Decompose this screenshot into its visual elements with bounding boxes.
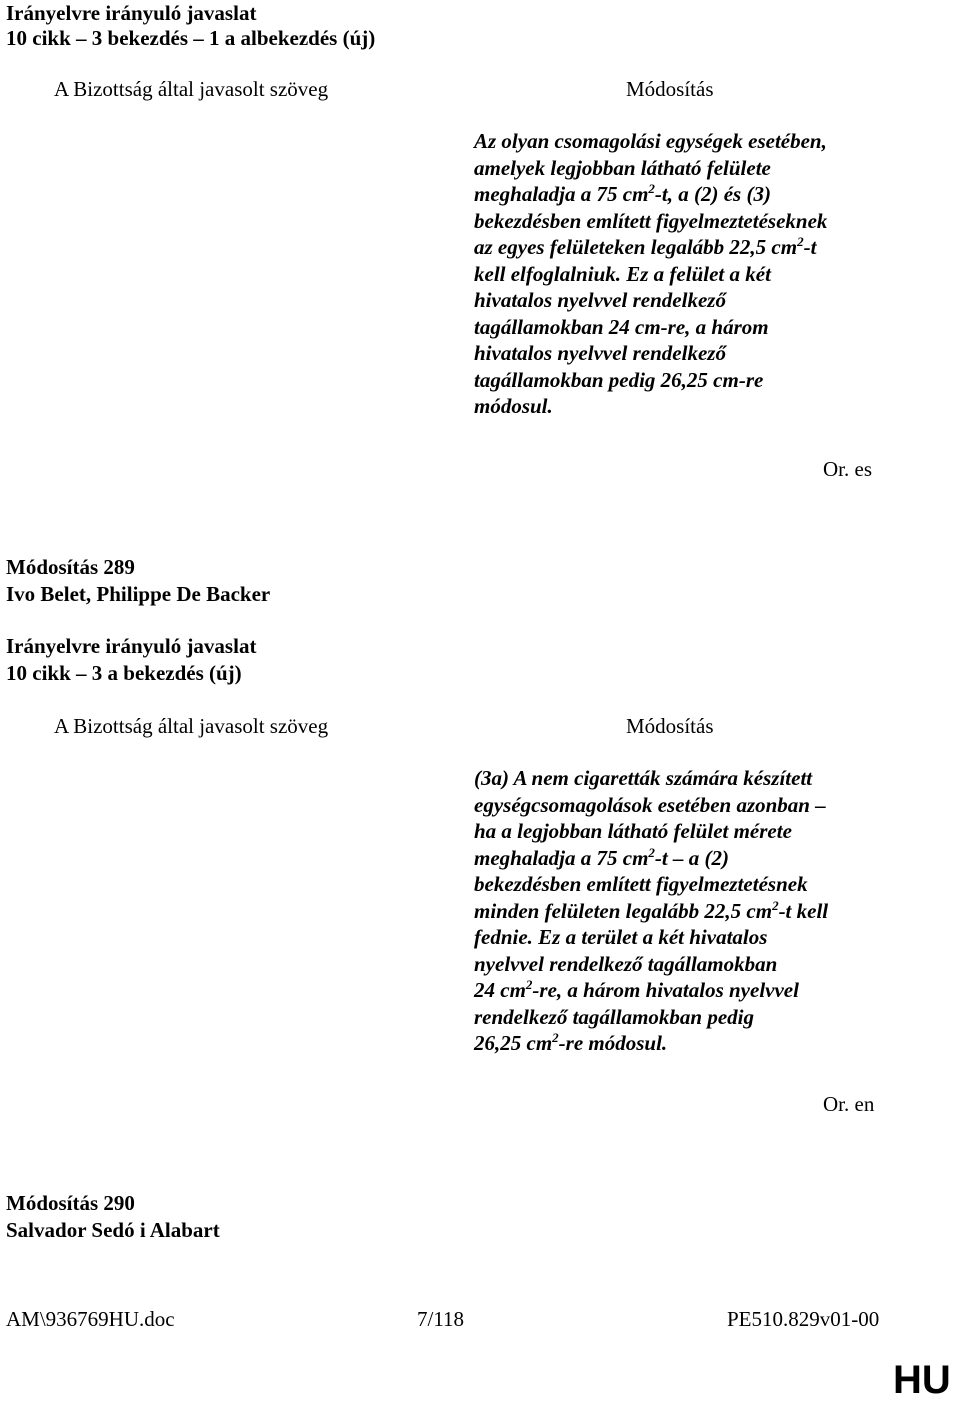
amendment-text-line: 24 $cm^2-re$, a három hivatalos nyelvvel: [474, 977, 799, 1002]
footer-language-code: HU: [893, 1358, 951, 1402]
article-heading-line2: 10 cikk – 3 a bekezdés (új): [6, 661, 242, 685]
amendment-authors: Ivo Belet, Philippe De Backer: [6, 582, 271, 606]
amendment-text-line: az egyes felületeken legalább 22,5 $cm^2-t$: [474, 234, 817, 259]
footer-pe-ref: PE510.829v01-00: [727, 1307, 880, 1331]
amendment-title: Módosítás 290: [6, 1191, 135, 1215]
article-heading-line1: Irányelvre irányuló javaslat: [6, 634, 257, 658]
column-header-amendment: Módosítás: [626, 77, 714, 101]
amendment-text-line: kell elfoglalniuk. Ez a felület a két: [474, 261, 771, 286]
amendment-text-line: (3a) A nem cigaretták számára készített: [474, 766, 813, 790]
article-heading-line2: 10 cikk – 3 bekezdés – 1 a albekezdés (új): [6, 26, 376, 50]
footer-page-number: 7/118: [417, 1307, 465, 1331]
amendment-text: [474, 128, 914, 420]
amendment-text-line: 26,25 $cm^2-re$ módosul.: [474, 1030, 668, 1055]
footer-doc-ref: AM\936769HU.doc: [6, 1307, 175, 1331]
amendment-text-line: nyelvvel rendelkező tagállamokban: [474, 951, 778, 976]
column-header-amendment: Módosítás: [626, 714, 714, 738]
column-header-commission: A Bizottság által javasolt szöveg: [54, 77, 329, 101]
amendment-text-line: tagállamokban 24 cm-re, a három: [474, 314, 769, 339]
amendment-text-line: bekezdésben említett figyelmeztetésnek: [474, 872, 808, 896]
amendment-text: [474, 765, 914, 1057]
amendment-text-line: bekezdésben említett figyelmeztetéseknek: [474, 208, 828, 233]
column-header-commission: A Bizottság által javasolt szöveg: [54, 714, 329, 738]
amendment-text-line: tagállamokban pedig 26,25 cm-re: [474, 367, 764, 392]
article-heading-line1: Irányelvre irányuló javaslat: [6, 1, 257, 25]
amendment-text-line: rendelkező tagállamokban pedig: [474, 1004, 754, 1029]
amendment-authors: Salvador Sedó i Alabart: [6, 1218, 220, 1242]
amendment-text-line: Az olyan csomagolási egységek esetében,: [474, 129, 827, 153]
amendment-text-line: fednie. Ez a terület a két hivatalos: [474, 925, 768, 949]
original-language: Or. es: [823, 457, 872, 481]
amendment-text-line: meghaladja a 75 $cm^2-t$ – a (2): [474, 844, 729, 870]
amendment-title: Módosítás 289: [6, 555, 135, 579]
amendment-text-line: ha a legjobban látható felület mérete: [474, 819, 792, 843]
amendment-text-line: egységcsomagolások esetében azonban –: [474, 792, 826, 817]
amendment-text-line: hivatalos nyelvvel rendelkező: [474, 341, 726, 365]
original-language: Or. en: [823, 1092, 875, 1116]
amendment-text-line: hivatalos nyelvvel rendelkező: [474, 288, 726, 312]
amendment-text-line: módosul.: [474, 394, 553, 418]
amendment-text-line: meghaladja a 75 $cm^2-t$, a (2) és (3): [474, 181, 771, 206]
amendment-text-line: minden felületen legalább 22,5 $cm^2-t$ kell: [474, 897, 829, 923]
amendment-text-line: amelyek legjobban látható felülete: [474, 155, 771, 180]
